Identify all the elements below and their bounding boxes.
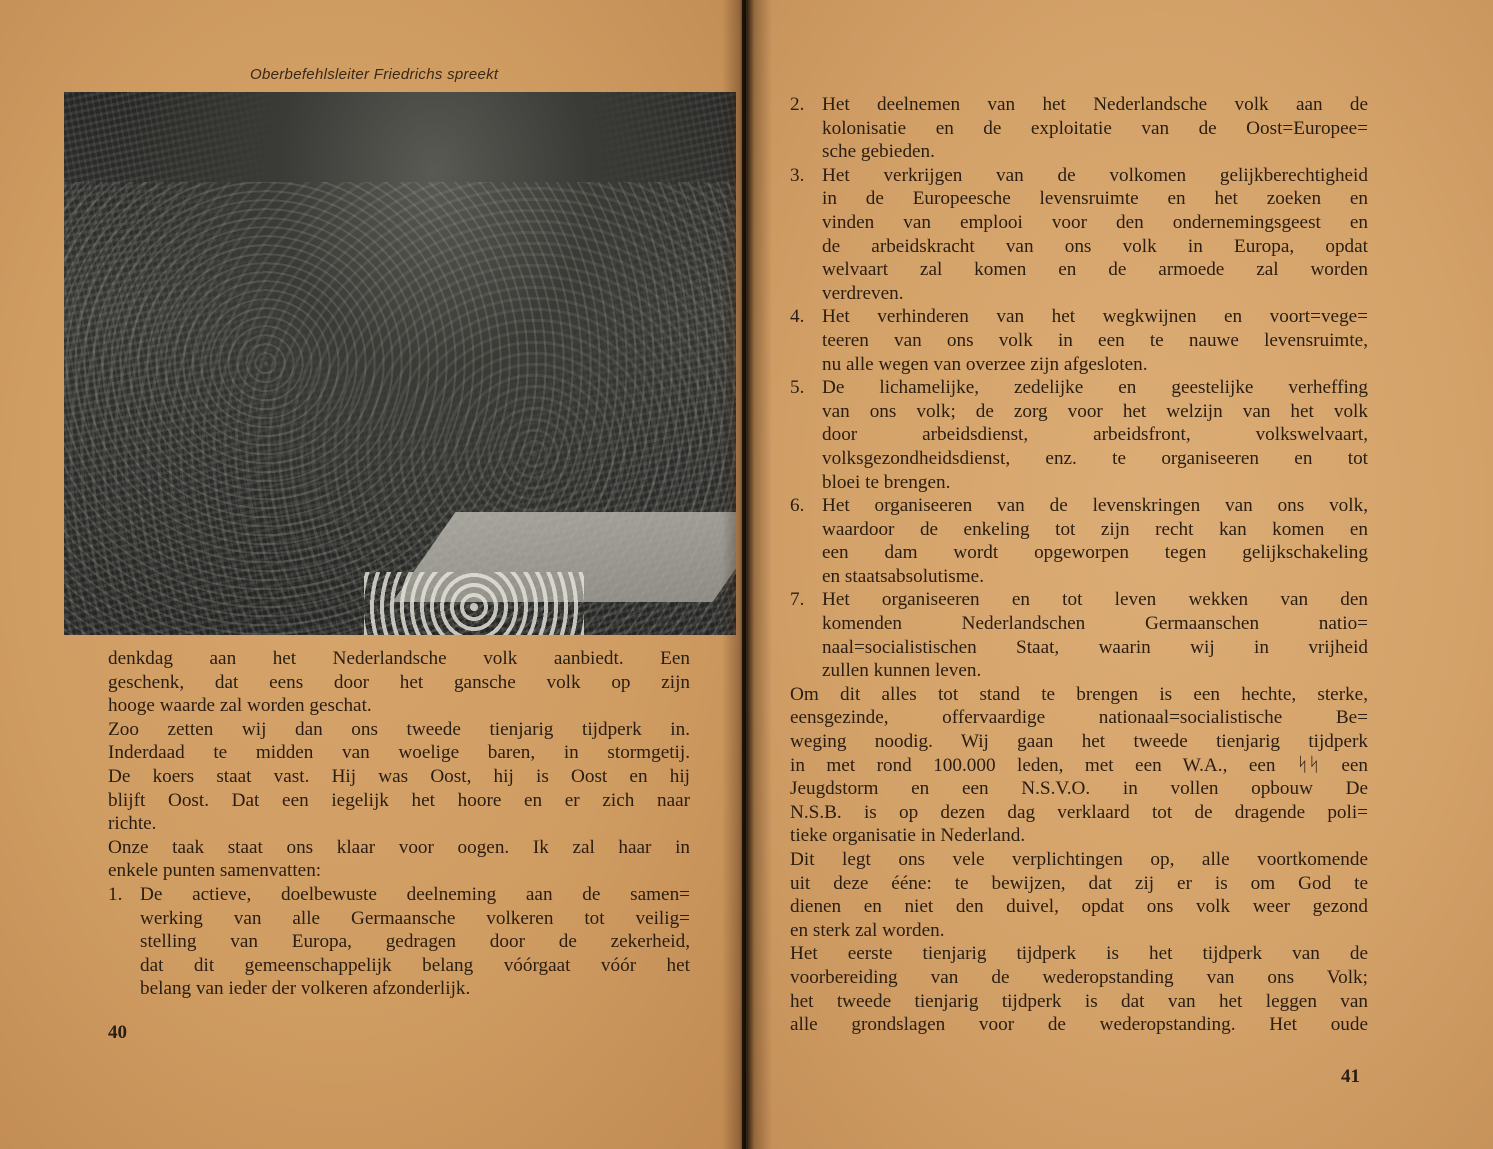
text-line: Jeugdstorm en een N.S.V.O. in vollen opbouw De [790, 778, 1368, 800]
text-line: verdreven. [822, 282, 904, 304]
text-line: richte. [108, 813, 157, 835]
text-line: werking van alle Germaansche volkeren tot veilig= [140, 907, 690, 929]
text-line: Het verkrijgen van de volkomen gelijkberechtigheid [822, 164, 1368, 186]
list-item [790, 93, 1368, 164]
paragraph [790, 683, 1368, 848]
right-page [746, 0, 1493, 1149]
paragraph [790, 942, 1368, 1036]
text-line: naal=socialistischen Staat, waarin wij in vrijheid [822, 636, 1368, 658]
crowd-photo [64, 92, 736, 635]
left-body-text [108, 647, 690, 1001]
text-line: stelling van Europa, gedragen door de zekerheid, [140, 931, 690, 953]
item-number: 2. [790, 94, 805, 115]
list-item [790, 588, 1368, 682]
text-line: hooge waarde zal worden geschat. [108, 695, 372, 717]
text-line: alle grondslagen voor de wederopstanding. Het oude [790, 1014, 1368, 1036]
item-number: 1. [108, 883, 123, 905]
list-item [790, 376, 1368, 494]
text-line: komenden Nederlandschen Germaanschen natio= [822, 613, 1368, 635]
left-page [0, 0, 742, 1149]
item-number: 6. [790, 495, 805, 517]
text-line: nu alle wegen van overzee zijn afgesloten. [822, 353, 1148, 375]
text-line: blijft Oost. Dat een iegelijk het hoore en er zich naar [108, 789, 690, 811]
paragraph [790, 848, 1368, 942]
item-number: 3. [790, 164, 805, 186]
text-line: in de Europeesche levensruimte en het zoeken en [822, 188, 1368, 210]
item-number: 4. [790, 306, 805, 328]
text-line: voorbereiding van de wederopstanding van ons Volk; [790, 966, 1368, 988]
text-line: Onze taak staat ons klaar voor oogen. Ik zal haar in [108, 836, 690, 858]
text-line: Dit legt ons vele verplichtingen op, alle voortkomende [790, 849, 1368, 870]
text-line: zullen kunnen leven. [822, 660, 982, 682]
text-line: enkele punten samenvatten: [108, 860, 322, 882]
list-item [790, 164, 1368, 306]
text-line: teeren van ons volk in een te nauwe levensruimte, [822, 329, 1368, 351]
text-line: weging noodig. Wij gaan het tweede tienjarig tijdperk [790, 731, 1368, 753]
text-line: het tweede tienjarig tijdperk is dat van het leggen van [790, 990, 1368, 1012]
right-body-text [790, 93, 1368, 1037]
item-number: 5. [790, 377, 805, 399]
text-line: welvaart zal komen en de armoede zal worden [822, 259, 1368, 281]
list-item [790, 494, 1368, 588]
text-line: dat dit gemeenschappelijk belang vóórgaat vóór het [140, 954, 690, 976]
text-line: Het organiseeren en tot leven wekken van den [822, 589, 1368, 611]
text-line: denkdag aan het Nederlandsche volk aanbiedt. Een [108, 648, 690, 669]
text-line: De lichamelijke, zedelijke en geestelijke verheffing [822, 377, 1368, 399]
text-line: sche gebieden. [822, 141, 935, 163]
text-line: in met rond 100.000 leden, met een W.A., een ᛋᛋ een [790, 754, 1368, 776]
text-line: Zoo zetten wij dan ons tweede tienjarig tijdperk in. [108, 718, 690, 740]
page-number-right: 41 [1341, 1066, 1360, 1087]
text-line: dienen en niet den duivel, opdat ons volk weer gezond [790, 896, 1368, 918]
text-line: waardoor de enkeling tot zijn recht kan komen en [822, 518, 1368, 540]
text-line: Inderdaad te midden van woelige baren, in stormgetij. [108, 742, 690, 764]
text-line: en sterk zal worden. [790, 919, 945, 941]
text-line: Het verhinderen van het wegkwijnen en voort=vege= [822, 306, 1368, 328]
text-line: vinden van emplooi voor den ondernemingsgeest en [822, 211, 1368, 233]
text-line: door arbeidsdienst, arbeidsfront, volkswelvaart, [822, 424, 1368, 446]
text-line: de arbeidskracht van ons volk in Europa, opdat [822, 235, 1368, 257]
page-number-left: 40 [108, 1022, 127, 1043]
text-line: volksgezondheidsdienst, enz. te organiseeren en tot [822, 447, 1368, 469]
text-line: eensgezinde, offervaardige nationaal=socialistische Be= [790, 707, 1368, 729]
text-line: uit deze ééne: te bewijzen, dat zij er is om God te [790, 872, 1368, 894]
item-number: 7. [790, 589, 805, 611]
text-line: bloei te brengen. [822, 471, 951, 493]
text-line: De koers staat vast. Hij was Oost, hij is Oost en hij [108, 765, 690, 787]
text-line: N.S.B. is op dezen dag verklaard tot de dragende poli= [790, 801, 1368, 823]
text-line: Het organiseeren van de levenskringen van ons volk, [822, 495, 1368, 517]
text-line: van ons volk; de zorg voor het welzijn van het volk [822, 400, 1368, 422]
text-line: De actieve, doelbewuste deelneming aan de samen= [140, 883, 690, 905]
text-line: Het eerste tienjarig tijdperk is het tijdperk van de [790, 943, 1368, 965]
text-line: kolonisatie en de exploitatie van de Oost=Europee= [822, 117, 1368, 139]
text-line: een dam wordt opgeworpen tegen gelijkschakeling [822, 542, 1368, 564]
text-line: geschenk, dat eens door het gansche volk op zijn [108, 671, 690, 693]
photo-caption: Oberbefehlsleiter Friedrichs spreekt [250, 66, 499, 83]
list-item [108, 883, 690, 1001]
text-line: belang van ieder der volkeren afzonderlijk. [140, 978, 471, 1000]
flower-arrangement [364, 572, 584, 635]
list-item [790, 305, 1368, 376]
text-line: Om dit alles tot stand te brengen is een hechte, sterke, [790, 683, 1368, 705]
text-line: tieke organisatie in Nederland. [790, 825, 1026, 847]
text-line: Het deelnemen van het Nederlandsche volk aan de [822, 94, 1368, 115]
text-line: en staatsabsolutisme. [822, 565, 984, 587]
